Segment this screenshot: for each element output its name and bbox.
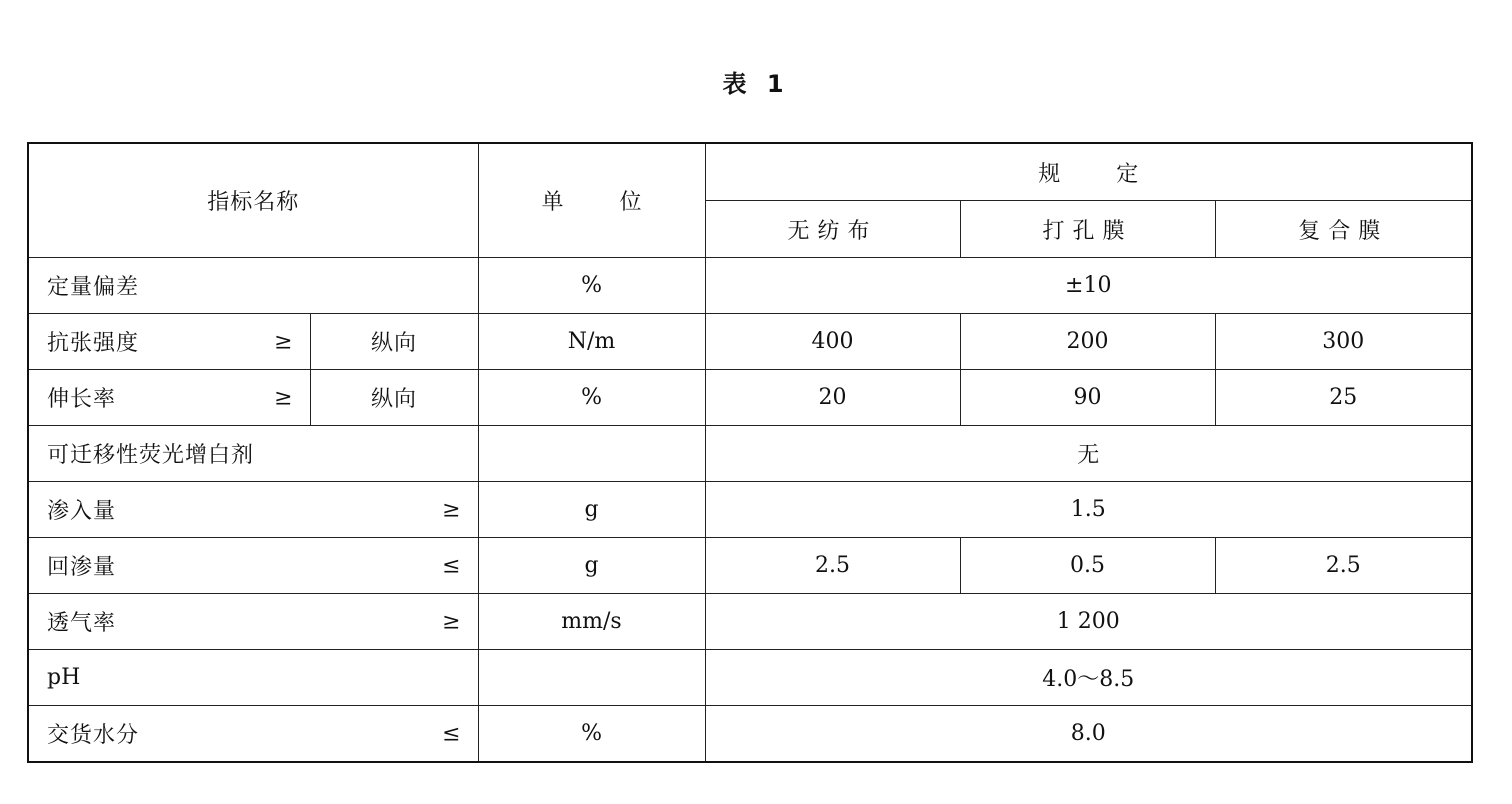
header-spec-char-1: 规 (1038, 161, 1061, 187)
row-value: 8.0 (705, 706, 1472, 763)
row-name: 抗张强度 (47, 331, 140, 356)
row-name-cell (28, 314, 310, 370)
row-value-perforated-film: 90 (960, 370, 1215, 426)
row-unit (478, 650, 705, 706)
row-value-composite-film: 25 (1215, 370, 1472, 426)
row-value: 4.0～8.5 (705, 650, 1472, 706)
table-row (28, 650, 1472, 706)
row-name-cell (28, 594, 478, 650)
table-row (28, 482, 1472, 538)
table-title: 表 1 (722, 70, 790, 98)
table-row (28, 706, 1472, 763)
header-perforated-film: 打孔膜 (960, 201, 1215, 258)
row-name: 渗入量 (47, 499, 117, 524)
row-value-nonwoven: 2.5 (705, 538, 960, 594)
row-value-nonwoven: 400 (705, 314, 960, 370)
row-comparison-symbol: ≥ (274, 385, 294, 410)
table-row (28, 370, 1472, 426)
row-unit: mm/s (478, 594, 705, 650)
header-nonwoven: 无纺布 (705, 201, 960, 258)
row-name-cell (28, 370, 310, 426)
table-row (28, 314, 1472, 370)
table-row (28, 426, 1472, 482)
row-value-nonwoven: 20 (705, 370, 960, 426)
header-unit (478, 143, 705, 258)
table-row (28, 594, 1472, 650)
row-name: 定量偏差 (28, 258, 478, 314)
row-name: 回渗量 (47, 555, 117, 580)
header-unit-char-2: 位 (619, 190, 642, 215)
row-name: 可迁移性荧光增白剂 (28, 426, 478, 482)
row-unit: % (478, 370, 705, 426)
row-name: 透气率 (47, 611, 117, 636)
row-value-composite-film: 2.5 (1215, 538, 1472, 594)
table-row (28, 538, 1472, 594)
row-direction: 纵向 (310, 314, 478, 370)
row-value: ±10 (705, 258, 1472, 314)
row-value: 1.5 (705, 482, 1472, 538)
row-name-cell (28, 706, 478, 763)
row-value-perforated-film: 200 (960, 314, 1215, 370)
spec-table (27, 142, 1473, 763)
row-unit: g (478, 482, 705, 538)
row-value-perforated-film: 0.5 (960, 538, 1215, 594)
row-comparison-symbol: ≤ (442, 553, 462, 578)
row-name: 交货水分 (47, 723, 140, 748)
header-row-1 (28, 143, 1472, 201)
header-unit-char-1: 单 (541, 190, 564, 215)
row-unit (478, 426, 705, 482)
table-row (28, 258, 1472, 314)
row-direction: 纵向 (310, 370, 478, 426)
row-name-cell (28, 538, 478, 594)
row-unit: g (478, 538, 705, 594)
row-comparison-symbol: ≤ (442, 721, 462, 746)
header-indicator-name: 指标名称 (28, 143, 478, 258)
header-spec-char-2: 定 (1116, 161, 1139, 187)
header-composite-film: 复合膜 (1215, 201, 1472, 258)
row-name-cell (28, 482, 478, 538)
row-name: 伸长率 (47, 387, 117, 412)
row-unit: N/m (478, 314, 705, 370)
row-value: 1 200 (705, 594, 1472, 650)
row-unit: % (478, 706, 705, 763)
row-value: 无 (705, 426, 1472, 482)
row-comparison-symbol: ≥ (442, 609, 462, 634)
row-unit: % (478, 258, 705, 314)
header-spec (705, 143, 1472, 201)
row-comparison-symbol: ≥ (442, 497, 462, 522)
row-comparison-symbol: ≥ (274, 329, 294, 354)
row-name: pH (28, 650, 478, 706)
row-value-composite-film: 300 (1215, 314, 1472, 370)
